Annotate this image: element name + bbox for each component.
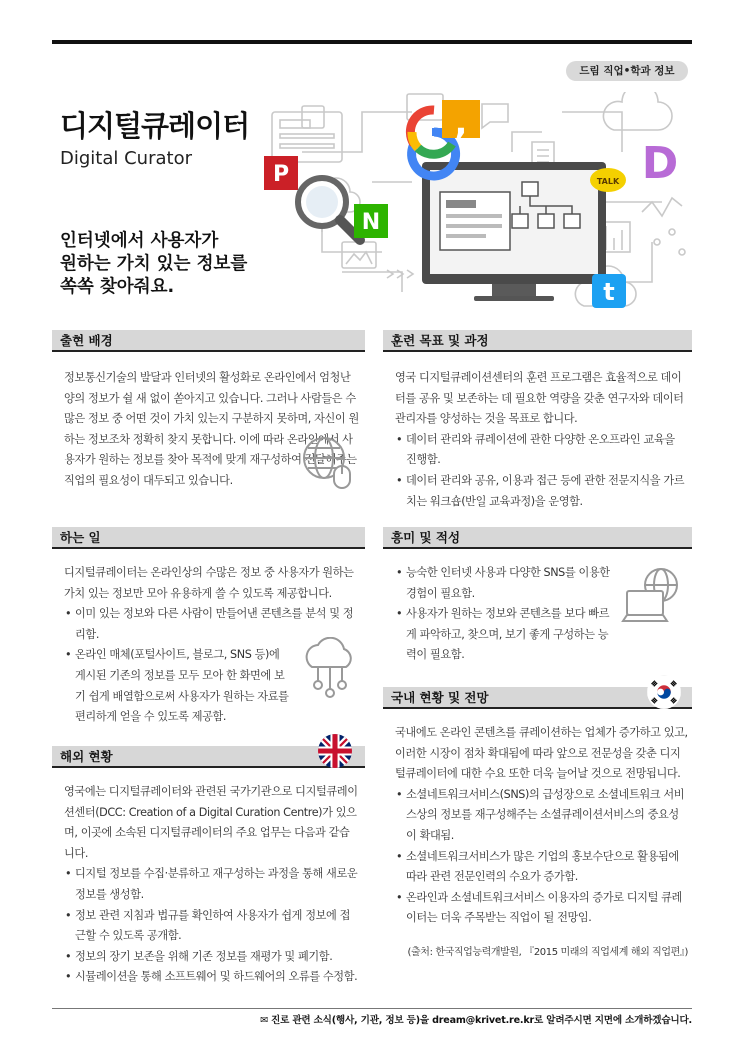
section-training	[383, 330, 692, 512]
section-work	[52, 527, 365, 728]
list-item: • 정보 관련 지침과 법규를 확인하여 사용자가 쉽게 정보에 접근할 수 있도록 공개함.	[64, 906, 359, 947]
section-title: 출현 배경	[52, 330, 365, 352]
tagline-line: 쏙쏙 찾아줘요.	[60, 277, 175, 297]
tagline-line: 인터넷에서 사용자가	[60, 231, 219, 251]
section-body	[383, 723, 692, 964]
section-domestic	[383, 687, 692, 964]
list-item: • 소셜네트워크서비스(SNS)의 급성장으로 소셜네트워크 서비스상의 정보를 재구성해주는 소셜큐레이션서비스의 중요성이 확대됨.	[395, 785, 688, 847]
section-overseas	[52, 746, 365, 988]
list-item: • 정보의 장기 보존을 위해 기존 정보를 재평가 및 폐기함.	[64, 947, 359, 968]
list-item: • 사용자가 원하는 정보와 콘텐츠를 보다 빠르게 파악하고, 찾으며, 보기 좋게 구성하는 능력이 필요함.	[395, 604, 612, 666]
section-aptitude	[383, 527, 692, 666]
list-item: • 능숙한 인터넷 사용과 다양한 SNS를 이용한 경험이 필요함.	[395, 563, 612, 604]
paragraph: 영국에는 디지털큐레이터와 관련된 국가기관으로 디지털큐레이션센터(DCC: Creation of a Digital Curation Centre)가 있으며, 이곳에 소속된 디지털큐레이터의 주요 업무는 다음과 같습니다.	[64, 785, 358, 860]
magnifier-icon	[298, 178, 360, 240]
daum-logo: D	[641, 138, 679, 189]
list-item: • 데이터 관리와 큐레이션에 관한 다양한 온오프라인 교육을 진행함.	[395, 430, 688, 471]
paragraph: 국내에도 온라인 콘텐츠를 큐레이션하는 업체가 증가하고 있고, 이러한 시장이 점차 확대됨에 따라 앞으로 전문성을 갖춘 디지털큐레이터에 대한 수요 또한 더욱 늘어날 것으로 전망됩니다.	[395, 726, 688, 781]
category-tag: 드림 직업•학과 정보	[566, 61, 688, 81]
list-item: • 소셜네트워크서비스가 많은 기업의 홍보수단으로 활용됨에 따라 관련 전문인력의 수요가 증가함.	[395, 847, 688, 888]
paragraph: 정보통신기술의 발달과 인터넷의 활성화로 온라인에서 엄청난 양의 정보가 쉴 새 없이 쏟아지고 있습니다. 그러나 사람들은 수많은 정보 중 어떤 것이 가치 있는지 구분하지 못하며, 자신이 원하는 정보조차 정확히 찾지 못합니다. 이에 따라 온라인에서 사용자가 원하는 정보를 찾아 목적에 맞게 재구성하여 전달해주는 직업의 필요성이 대두되고 있습니다.	[64, 371, 359, 487]
top-rule	[52, 40, 692, 44]
list-item: • 온라인과 소셜네트워크서비스 이용자의 증가로 디지털 큐레이터는 더욱 주목받는 직업이 될 전망임.	[395, 888, 688, 929]
section-title: 해외 현황	[52, 746, 365, 768]
laptop-globe-icon	[621, 565, 687, 631]
footer-note: ✉ 진로 관련 소식(행사, 기관, 정보 등)을 dream@krivet.re.kr로 알려주시면 지면에 소개하겠습니다.	[260, 1015, 692, 1026]
kakao-glyph: ,	[454, 103, 468, 143]
section-title: 국내 현황 및 전망	[383, 687, 692, 709]
page-subtitle: Digital Curator	[60, 148, 192, 169]
pinterest-glyph: P	[272, 162, 290, 187]
list-item: • 데이터 관리와 공유, 이용과 접근 등에 관한 전문지식을 가르치는 워크숍(반일 교육과정)을 운영함.	[395, 471, 688, 512]
tagline-line: 원하는 가치 있는 정보를	[60, 254, 248, 274]
korea-flag-icon	[647, 675, 681, 709]
page-title: 디지털큐레이터	[60, 109, 250, 143]
list-item: • 시뮬레이션을 통해 소프트웨어 및 하드웨어의 오류를 수정함.	[64, 967, 359, 988]
hero-illustration	[262, 92, 692, 314]
monitor-icon	[422, 162, 606, 301]
cloud-network-icon	[296, 637, 362, 699]
section-title: 흥미 및 적성	[383, 527, 692, 549]
section-title: 하는 일	[52, 527, 365, 549]
paragraph: 영국 디지털큐레이션센터의 훈련 프로그램은 효율적으로 데이터를 공유 및 보존하는 데 필요한 역량을 갖춘 연구자와 데이터 관리자를 양성하는 것을 목표로 합니다.	[395, 371, 684, 426]
section-body	[52, 782, 365, 988]
footer-rule	[52, 1008, 692, 1009]
list-item: • 디지털 정보를 수집·분류하고 재구성하는 과정을 통해 새로운 정보를 생성함.	[64, 864, 359, 905]
section-body	[383, 368, 692, 512]
talk-label: TALK	[596, 177, 620, 186]
list-item: • 이미 있는 정보와 다른 사람이 만들어낸 콘텐츠를 분석 및 정리함.	[64, 604, 359, 645]
naver-glyph: N	[361, 210, 381, 235]
uk-flag-icon	[318, 734, 352, 768]
list-item: • 온라인 매체(포털사이트, 블로그, SNS 등)에 게시된 기존의 정보를 모두 모아 한 화면에 보기 쉽게 배열함으로써 사용자가 원하는 자료를 편리하게 얻을 수 있도록 제공함.	[64, 645, 359, 727]
globe-mouse-icon	[300, 434, 360, 494]
twitter-glyph: t	[603, 278, 615, 306]
source-citation: (출처: 한국직업능력개발원, 『2015 미래의 직업세계 해외 직업편』)	[407, 946, 688, 958]
section-title: 훈련 목표 및 과정	[383, 330, 692, 352]
paragraph: 디지털큐레이터는 온라인상의 수많은 정보 중 사용자가 원하는 가치 있는 정보만 모아 유용하게 쓸 수 있도록 제공합니다.	[64, 566, 354, 600]
section-origin	[52, 330, 365, 492]
